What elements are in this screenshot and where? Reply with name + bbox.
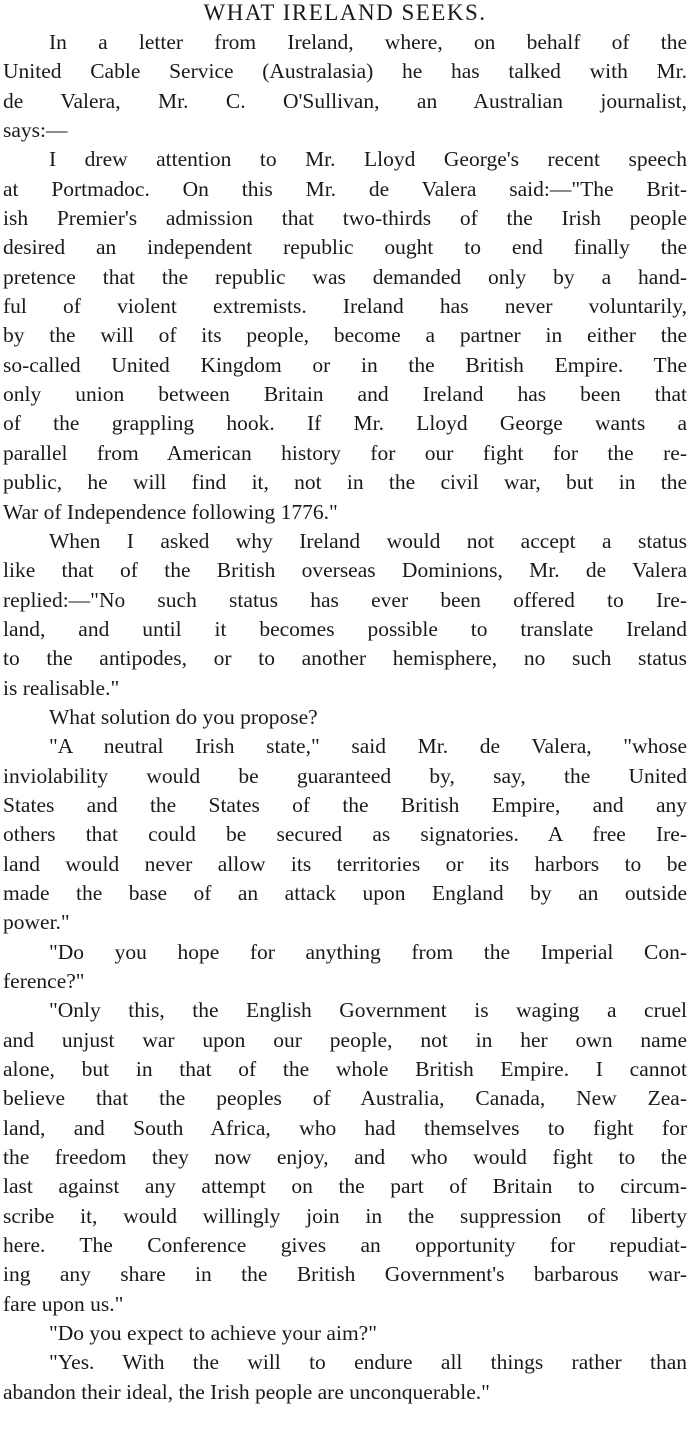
text-line: I drew attention to Mr. Lloyd George's recent speech (49, 147, 687, 172)
text-line: States and the States of the British Empire, and any (3, 792, 687, 817)
text-line: What solution do you propose? (49, 704, 318, 729)
text-line: de Valera, Mr. C. O'Sullivan, an Australian journalist, (3, 88, 687, 113)
article-paragraph (3, 1319, 687, 1348)
text-line: here. The Conference gives an opportunity for repudiat- (3, 1233, 687, 1258)
text-line: last against any attempt on the part of Britain to circum- (3, 1174, 687, 1199)
text-line: made the base of an attack upon England by an outside (3, 880, 687, 905)
text-line: and unjust war upon our people, not in her own name (3, 1027, 687, 1052)
text-line: When I asked why Ireland would not accept a status (49, 528, 687, 553)
text-line: "Do you hope for anything from the Imperial Con- (49, 939, 687, 964)
text-line: fare upon us." (3, 1291, 124, 1316)
text-line: "Only this, the English Government is waging a cruel (49, 998, 687, 1023)
text-line: believe that the peoples of Australia, Canada, New Zea- (3, 1086, 687, 1111)
text-line: at Portmadoc. On this Mr. de Valera said:—"The Brit- (3, 176, 687, 201)
text-line: others that could be secured as signatories. A free Ire- (3, 822, 687, 847)
text-line: pretence that the republic was demanded only by a hand- (3, 264, 687, 289)
text-line: is realisable." (3, 675, 120, 700)
text-line: says:— (3, 118, 68, 143)
article-paragraph (3, 145, 687, 526)
article-paragraph (3, 28, 687, 145)
text-line: ing any share in the British Government's barbarous war- (3, 1262, 687, 1287)
text-line: "Yes. With the will to endure all things rather than (49, 1350, 687, 1375)
article-body (3, 28, 687, 1407)
text-line: ish Premier's admission that two-thirds of the Irish people (3, 206, 687, 231)
article-paragraph (3, 703, 687, 732)
text-line: United Cable Service (Australasia) he has talked with Mr. (3, 59, 687, 84)
text-line: public, he will find it, not in the civil war, but in the (3, 470, 687, 495)
text-line: land, and South Africa, who had themselves to fight for (3, 1115, 687, 1140)
text-line: the freedom they now enjoy, and who would fight to the (3, 1145, 687, 1170)
text-line: In a letter from Ireland, where, on behalf of the (49, 30, 687, 54)
text-line: scribe it, would willingly join in the suppression of liberty (3, 1203, 687, 1228)
article-paragraph (3, 1348, 687, 1407)
text-line: land, and until it becomes possible to translate Ireland (3, 616, 687, 641)
text-line: inviolability would be guaranteed by, say, the United (3, 763, 687, 788)
text-line: War of Independence following 1776." (3, 499, 338, 524)
text-line: ference?" (3, 969, 85, 993)
text-line: to the antipodes, or to another hemisphere, no such status (3, 646, 687, 671)
text-line: like that of the British overseas Dominions, Mr. de Valera (3, 558, 687, 583)
article-headline: WHAT IRELAND SEEKS. (203, 0, 487, 25)
text-line: abandon their ideal, the Irish people are unconquerable." (3, 1379, 490, 1404)
text-line: power." (3, 910, 70, 935)
text-line: replied:—"No such status has ever been offered to Ire- (3, 587, 687, 612)
article-paragraph (3, 527, 687, 703)
text-line: only union between Britain and Ireland has been that (3, 382, 687, 407)
text-line: so-called United Kingdom or in the British Empire. The (3, 352, 687, 377)
text-line: "A neutral Irish state," said Mr. de Valera, "whose (49, 734, 687, 759)
article-paragraph (3, 938, 687, 997)
article-paragraph (3, 732, 687, 937)
text-line: land would never allow its territories or its harbors to be (3, 851, 687, 876)
text-line: ful of violent extremists. Ireland has never voluntarily, (3, 294, 687, 319)
text-line: "Do you expect to achieve your aim?" (49, 1321, 377, 1346)
text-line: alone, but in that of the whole British Empire. I cannot (3, 1057, 687, 1082)
text-line: parallel from American history for our fight for the re- (3, 440, 687, 465)
text-line: desired an independent republic ought to end finally the (3, 235, 687, 260)
text-line: of the grappling hook. If Mr. Lloyd George wants a (3, 411, 687, 436)
article-paragraph (3, 996, 687, 1319)
text-line: by the will of its people, become a partner in either the (3, 323, 687, 348)
